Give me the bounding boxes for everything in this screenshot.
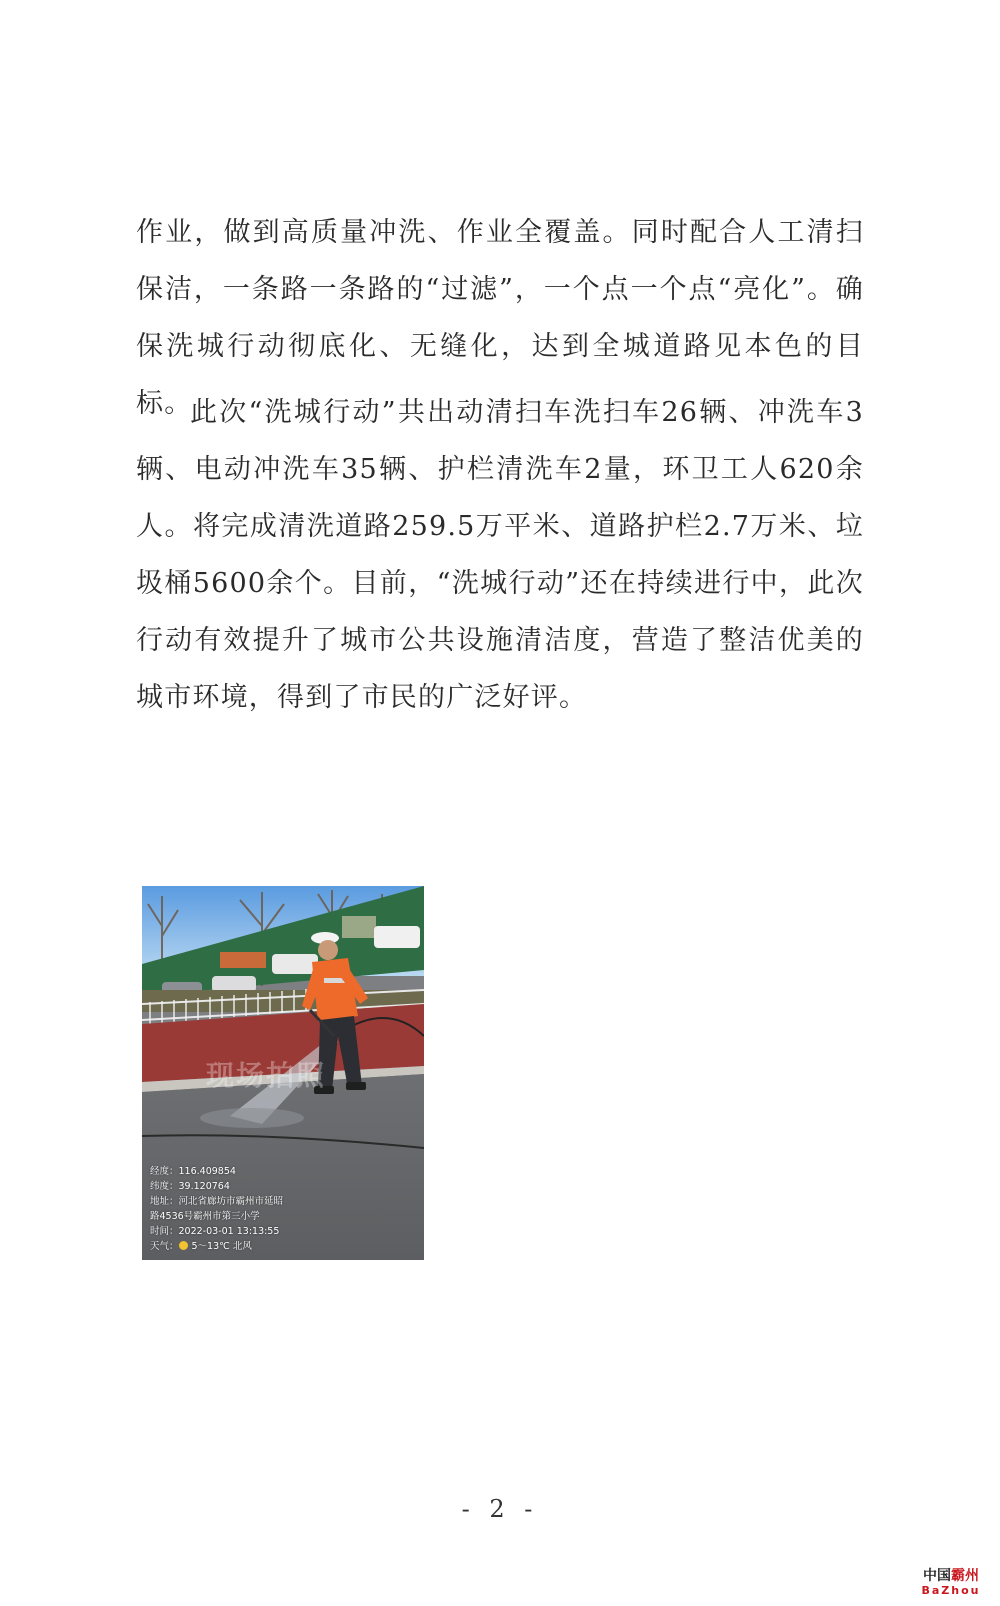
logo-chinese bbox=[920, 1568, 982, 1584]
photo-weather bbox=[150, 1239, 283, 1254]
logo-chinese-part-2: 霸州 bbox=[951, 1568, 979, 1584]
photo-weather-label: 天气： bbox=[150, 1241, 179, 1252]
photo-weather-value: 5～13℃ 北风 bbox=[191, 1241, 252, 1252]
photo-metadata bbox=[150, 1164, 283, 1254]
logo-chinese-part-1: 中国 bbox=[923, 1568, 951, 1584]
photo-longitude: 经度：116.409854 bbox=[150, 1166, 236, 1177]
bazhou-logo bbox=[920, 1568, 982, 1598]
photo-address-line-1: 地址：河北省廊坊市霸州市延昭 bbox=[150, 1196, 284, 1207]
logo-english: BaZhou bbox=[921, 1584, 981, 1597]
photo-watermark: 现场拍照 bbox=[206, 1059, 327, 1092]
sun-icon bbox=[179, 1241, 188, 1250]
body-paragraph-1: 作业，做到高质量冲洗、作业全覆盖。同时配合人工清扫保洁，一条路一条路的“过滤”，一个点一个点“亮化”。确保洗城行动彻底化、无缝化，达到全城道路见本色的目标。 bbox=[136, 217, 864, 419]
photo-address-line-2: 路4536号霸州市第三小学 bbox=[150, 1211, 260, 1222]
photo-time: 时间：2022-03-01 13:13:55 bbox=[150, 1226, 280, 1237]
page-number: - 2 - bbox=[461, 1495, 539, 1523]
body-paragraph-2: 此次“洗城行动”共出动清扫车洗扫车26辆、冲洗车3辆、电动冲洗车35辆、护栏清洗车2量，环卫工人620余人。将完成清洗道路259.5万平米、道路护栏2.7万米、垃圾桶5600余个。目前，“洗城行动”还在持续进行中，此次行动有效提升了城市公共设施清洁度，营造了整洁优美的城市环境，得到了市民的广泛好评。 bbox=[136, 397, 864, 713]
photo-latitude: 纬度：39.120764 bbox=[150, 1181, 230, 1192]
street-cleaning-photo bbox=[142, 886, 424, 1260]
